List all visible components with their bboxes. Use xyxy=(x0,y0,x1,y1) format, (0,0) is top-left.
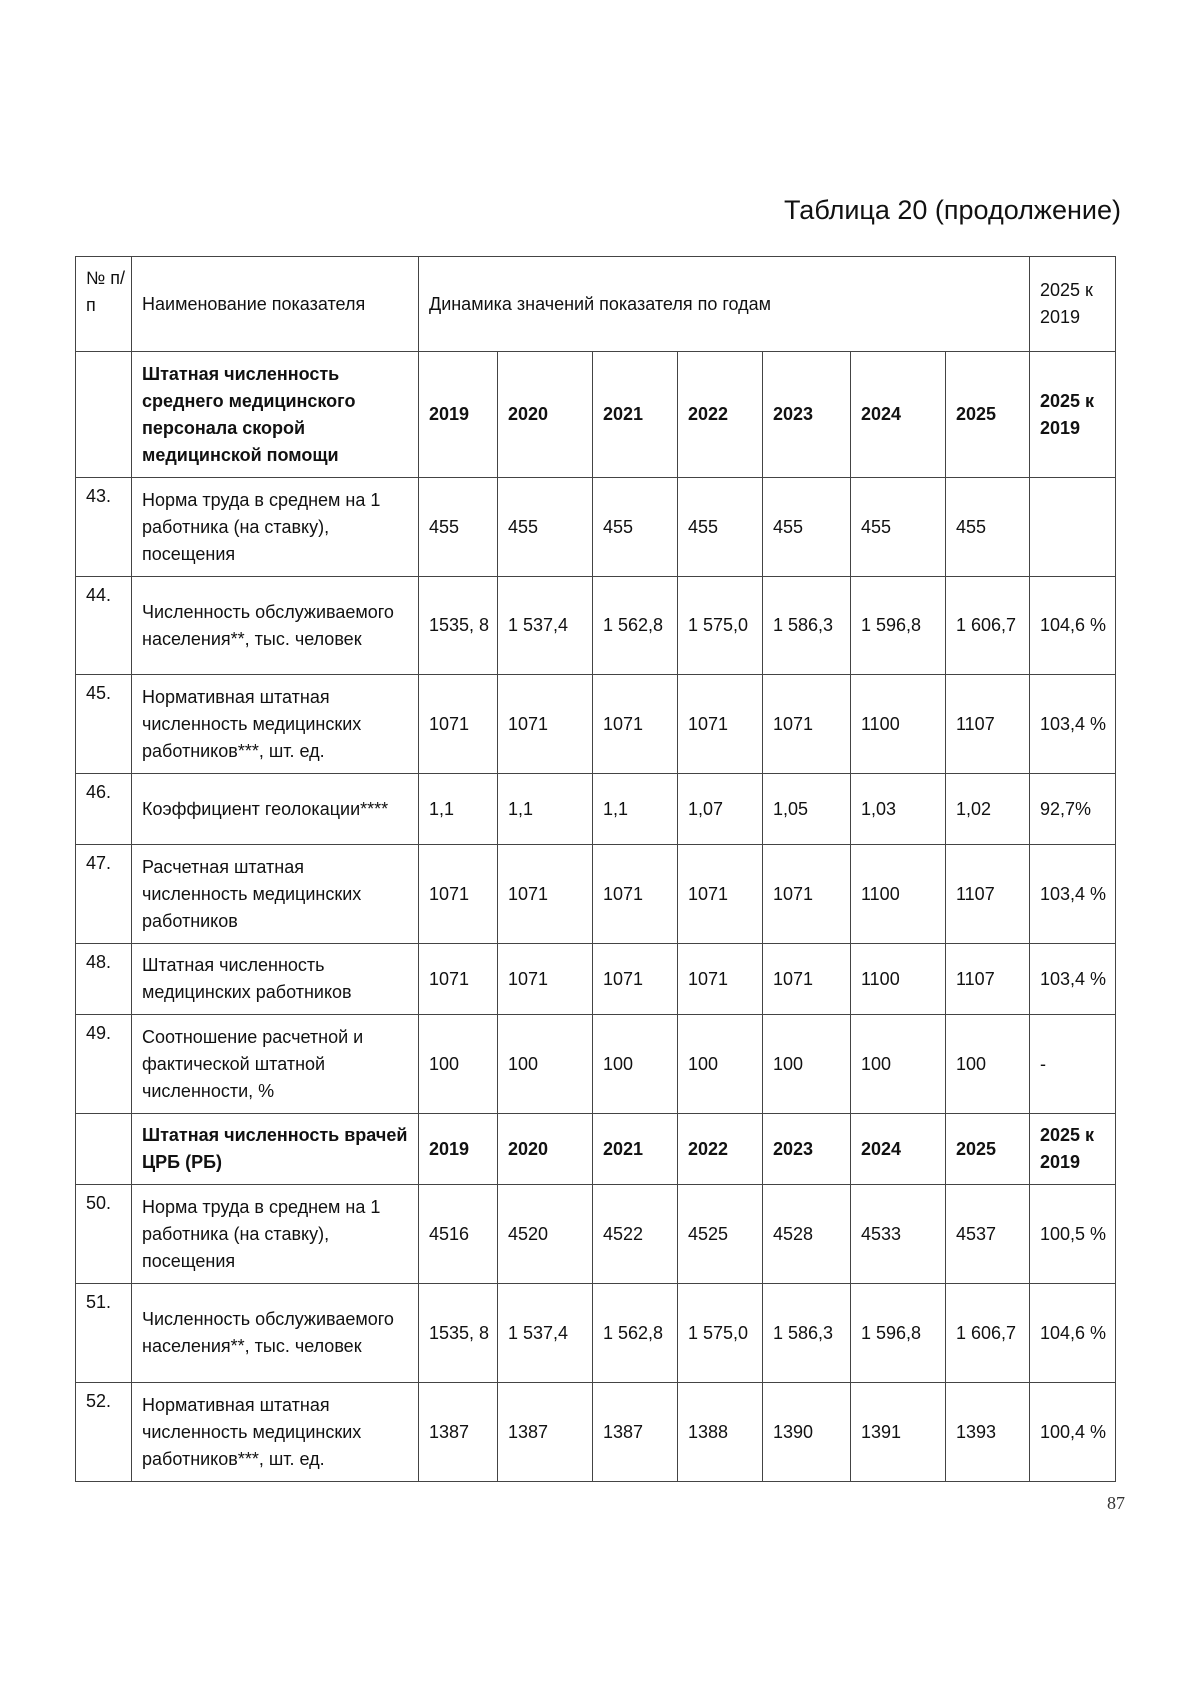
value-cell: 1388 xyxy=(678,1383,763,1482)
section-header-row xyxy=(76,352,1116,478)
value-cell: 1071 xyxy=(593,944,678,1015)
value-cell: 1535, 8 xyxy=(419,1284,498,1383)
table-row xyxy=(76,774,1116,845)
value-cell: 455 xyxy=(593,478,678,577)
indicator-name: Численность обслуживаемого населения**, тыс. человек xyxy=(132,577,419,675)
value-cell: 1 537,4 xyxy=(498,577,593,675)
indicator-name: Численность обслуживаемого населения**, тыс. человек xyxy=(132,1284,419,1383)
value-cell: 1,1 xyxy=(498,774,593,845)
indicator-name: Нормативная штатная численность медицинских работников***, шт. ед. xyxy=(132,675,419,774)
row-number: 50. xyxy=(76,1185,132,1284)
year-header: 2021 xyxy=(593,1114,678,1185)
ratio-cell: 103,4 % xyxy=(1030,845,1116,944)
section-title: Штатная численность врачей ЦРБ (РБ) xyxy=(132,1114,419,1185)
value-cell: 1535, 8 xyxy=(419,577,498,675)
value-cell: 1,07 xyxy=(678,774,763,845)
table-row xyxy=(76,1284,1116,1383)
value-cell: 1,1 xyxy=(593,774,678,845)
table-row xyxy=(76,845,1116,944)
year-header: 2023 xyxy=(763,1114,851,1185)
year-header: 2019 xyxy=(419,1114,498,1185)
table-row xyxy=(76,1185,1116,1284)
year-header: 2024 xyxy=(851,1114,946,1185)
year-header: 2019 xyxy=(419,352,498,478)
value-cell: 1071 xyxy=(498,944,593,1015)
value-cell: 1 575,0 xyxy=(678,577,763,675)
value-cell: 1,02 xyxy=(946,774,1030,845)
value-cell: 4528 xyxy=(763,1185,851,1284)
value-cell: 1387 xyxy=(593,1383,678,1482)
ratio-cell: 100,4 % xyxy=(1030,1383,1116,1482)
value-cell: 1 562,8 xyxy=(593,1284,678,1383)
row-number: 45. xyxy=(76,675,132,774)
table-row xyxy=(76,577,1116,675)
table-row xyxy=(76,1383,1116,1482)
value-cell: 1387 xyxy=(498,1383,593,1482)
table-header-row xyxy=(76,257,1116,352)
table-row xyxy=(76,675,1116,774)
row-number: 51. xyxy=(76,1284,132,1383)
value-cell: 1 606,7 xyxy=(946,577,1030,675)
value-cell: 1107 xyxy=(946,944,1030,1015)
table-row xyxy=(76,944,1116,1015)
ratio-cell: 100,5 % xyxy=(1030,1185,1116,1284)
row-number: 44. xyxy=(76,577,132,675)
value-cell: 1071 xyxy=(763,845,851,944)
value-cell: 1100 xyxy=(851,675,946,774)
value-cell: 1071 xyxy=(498,675,593,774)
value-cell: 455 xyxy=(763,478,851,577)
value-cell: 4537 xyxy=(946,1185,1030,1284)
row-number: 47. xyxy=(76,845,132,944)
ratio-cell xyxy=(1030,478,1116,577)
value-cell: 1071 xyxy=(678,944,763,1015)
row-number: 52. xyxy=(76,1383,132,1482)
value-cell: 455 xyxy=(419,478,498,577)
value-cell: 455 xyxy=(498,478,593,577)
indicator-name: Коэффициент геолокации**** xyxy=(132,774,419,845)
value-cell: 4516 xyxy=(419,1185,498,1284)
ratio-header: 2025 к 2019 xyxy=(1030,1114,1116,1185)
value-cell: 1 537,4 xyxy=(498,1284,593,1383)
year-header: 2024 xyxy=(851,352,946,478)
table-caption: Таблица 20 (продолжение) xyxy=(784,195,1121,225)
value-cell: 1391 xyxy=(851,1383,946,1482)
ratio-cell: 104,6 % xyxy=(1030,577,1116,675)
header-num: № п/п xyxy=(76,257,132,352)
value-cell: 1071 xyxy=(593,845,678,944)
ratio-header: 2025 к 2019 xyxy=(1030,352,1116,478)
staffing-table xyxy=(75,256,1116,1482)
table-row xyxy=(76,478,1116,577)
year-header: 2020 xyxy=(498,352,593,478)
value-cell: 1071 xyxy=(763,675,851,774)
year-header: 2021 xyxy=(593,352,678,478)
year-header: 2025 xyxy=(946,1114,1030,1185)
ratio-cell: 104,6 % xyxy=(1030,1284,1116,1383)
value-cell: 100 xyxy=(763,1015,851,1114)
section-title: Штатная численность среднего медицинского персонала скорой медицинской помощи xyxy=(132,352,419,478)
value-cell: 1071 xyxy=(593,675,678,774)
indicator-name: Штатная численность медицинских работников xyxy=(132,944,419,1015)
value-cell: 100 xyxy=(678,1015,763,1114)
value-cell: 1107 xyxy=(946,845,1030,944)
year-header: 2022 xyxy=(678,352,763,478)
value-cell: 1,1 xyxy=(419,774,498,845)
value-cell: 455 xyxy=(851,478,946,577)
indicator-name: Расчетная штатная численность медицинских работников xyxy=(132,845,419,944)
row-number: 48. xyxy=(76,944,132,1015)
row-number: 43. xyxy=(76,478,132,577)
year-header: 2022 xyxy=(678,1114,763,1185)
value-cell: 455 xyxy=(946,478,1030,577)
value-cell: 100 xyxy=(946,1015,1030,1114)
ratio-cell: 103,4 % xyxy=(1030,944,1116,1015)
value-cell: 1071 xyxy=(763,944,851,1015)
value-cell: 1107 xyxy=(946,675,1030,774)
value-cell: 1 586,3 xyxy=(763,577,851,675)
value-cell: 1 606,7 xyxy=(946,1284,1030,1383)
value-cell: 1100 xyxy=(851,944,946,1015)
value-cell: 1071 xyxy=(419,675,498,774)
section-header-row xyxy=(76,1114,1116,1185)
table-row xyxy=(76,1015,1116,1114)
ratio-cell: 103,4 % xyxy=(1030,675,1116,774)
ratio-cell: - xyxy=(1030,1015,1116,1114)
page-number: 87 xyxy=(1107,1493,1125,1513)
table-body xyxy=(76,257,1116,1482)
value-cell: 4533 xyxy=(851,1185,946,1284)
value-cell: 4525 xyxy=(678,1185,763,1284)
value-cell: 4522 xyxy=(593,1185,678,1284)
row-number: 46. xyxy=(76,774,132,845)
value-cell: 1071 xyxy=(678,845,763,944)
value-cell: 1387 xyxy=(419,1383,498,1482)
header-ratio: 2025 к 2019 xyxy=(1030,257,1116,352)
value-cell: 100 xyxy=(419,1015,498,1114)
year-header: 2025 xyxy=(946,352,1030,478)
indicator-name: Норма труда в среднем на 1 работника (на ставку), посещения xyxy=(132,478,419,577)
indicator-name: Нормативная штатная численность медицинских работников***, шт. ед. xyxy=(132,1383,419,1482)
value-cell: 1 596,8 xyxy=(851,1284,946,1383)
indicator-name: Норма труда в среднем на 1 работника (на ставку), посещения xyxy=(132,1185,419,1284)
row-number: 49. xyxy=(76,1015,132,1114)
value-cell: 100 xyxy=(593,1015,678,1114)
value-cell: 1 562,8 xyxy=(593,577,678,675)
value-cell: 455 xyxy=(678,478,763,577)
indicator-name: Соотношение расчетной и фактической штатной численности, % xyxy=(132,1015,419,1114)
year-header: 2023 xyxy=(763,352,851,478)
value-cell: 100 xyxy=(851,1015,946,1114)
value-cell: 1071 xyxy=(498,845,593,944)
header-dynamics: Динамика значений показателя по годам xyxy=(419,257,1030,352)
section-num-cell xyxy=(76,352,132,478)
section-num-cell xyxy=(76,1114,132,1185)
value-cell: 1071 xyxy=(419,845,498,944)
value-cell: 1071 xyxy=(678,675,763,774)
value-cell: 1 586,3 xyxy=(763,1284,851,1383)
value-cell: 1071 xyxy=(419,944,498,1015)
value-cell: 1390 xyxy=(763,1383,851,1482)
ratio-cell: 92,7% xyxy=(1030,774,1116,845)
value-cell: 1 596,8 xyxy=(851,577,946,675)
value-cell: 4520 xyxy=(498,1185,593,1284)
value-cell: 100 xyxy=(498,1015,593,1114)
value-cell: 1,03 xyxy=(851,774,946,845)
year-header: 2020 xyxy=(498,1114,593,1185)
value-cell: 1 575,0 xyxy=(678,1284,763,1383)
value-cell: 1,05 xyxy=(763,774,851,845)
header-name: Наименование показателя xyxy=(132,257,419,352)
value-cell: 1393 xyxy=(946,1383,1030,1482)
value-cell: 1100 xyxy=(851,845,946,944)
